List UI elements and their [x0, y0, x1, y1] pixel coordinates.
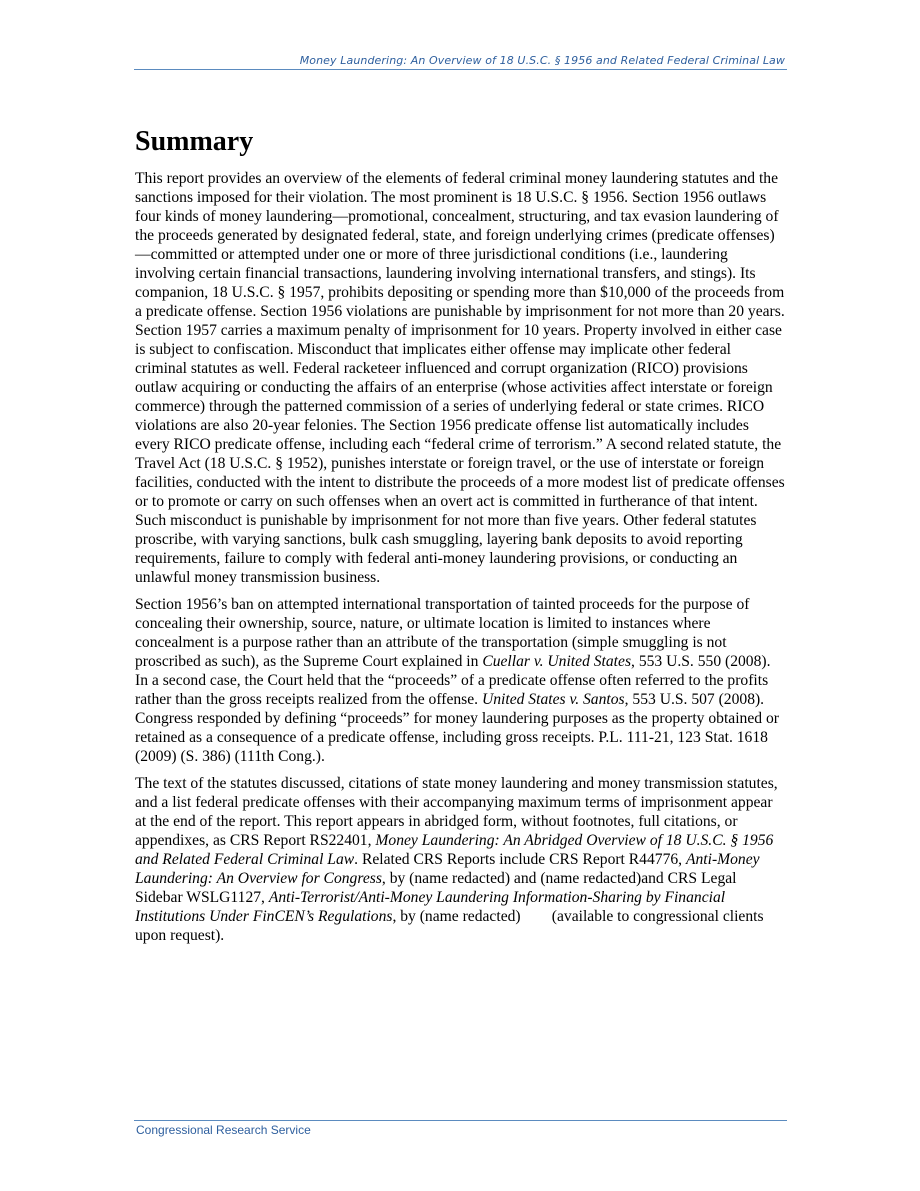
running-header-title: Money Laundering: An Overview of 18 U.S.C. § 1956 and Related Federal Criminal Law	[299, 54, 785, 67]
report-title-rs22401: Money Laundering: An Abridged Overview of 18 U.S.C. § 1956 and Related Federal Criminal Law	[135, 832, 774, 868]
paragraph-3-text-a: The text of the statutes discussed, citations of state money laundering and money transmission statutes, and a list federal predicate offenses with their accompanying maximum terms of imprisonment appear at the end of the report. This report appears in abridged form, without footnotes, full citations, or appendixes, as CRS Report RS22401,	[135, 775, 778, 849]
paragraph-1-text: This report provides an overview of the elements of federal criminal money laundering statutes and the sanctions imposed for their violation. The most prominent is 18 U.S.C. § 1956. Section 1956 outlaws four kinds of money laundering—promotional, concealment, structuring, and tax evasion laundering of the proceeds generated by designated federal, state, and foreign underlying crimes (predicate offenses)—committed or attempted under one or more of three jurisdictional conditions (i.e., laundering involving certain financial transactions, laundering involving international transfers, and stings). Its companion, 18 U.S.C. § 1957, prohibits depositing or spending more than $10,000 of the proceeds from a predicate offense. Section 1956 violations are punishable by imprisonment for not more than 20 years. Section 1957 carries a maximum penalty of imprisonment for 10 years. Property involved in either case is subject to confiscation. Misconduct that implicates either offense may implicate other federal criminal statutes as well. Federal racketeer influenced and corrupt organization (RICO) provisions outlaw acquiring or conducting the affairs of an enterprise (whose activities affect interstate or foreign commerce) through the patterned commission of a series of underlying federal or state crimes. RICO violations are also 20-year felonies. The Section 1956 predicate offense list automatically includes every RICO predicate offense, including each “federal crime of terrorism.” A second related statute, the Travel Act (18 U.S.C. § 1952), punishes interstate or foreign travel, or the use of interstate or foreign facilities, conducted with the intent to distribute the proceeds of a more modest list of predicate offenses or to promote or carry on such offenses when an overt act is committed in furtherance of that intent. Such misconduct is punishable by imprisonment for not more than five years. Other federal statutes proscribe, with varying sanctions, bulk cash smuggling, layering bank deposits to avoid reporting requirements, failure to comply with federal anti-money laundering provisions, or conducting an unlawful money transmission business.	[135, 170, 785, 586]
paragraph-3-text-b: . Related CRS Reports include CRS Report R44776,	[354, 851, 686, 868]
running-header	[134, 53, 787, 70]
page-footer	[134, 1120, 787, 1137]
case-citation-santos: United States v. Santos	[481, 691, 625, 708]
summary-paragraph-1	[135, 169, 785, 587]
summary-paragraph-2	[135, 595, 785, 766]
paragraph-2-text-a: Section 1956’s ban on attempted international transportation of tainted proceeds for the purpose of concealing their ownership, source, nature, or ultimate location is limited to instances where concealment is a purpose rather than an attribute of the transportation (simple smuggling is not proscribed as such), as the Supreme Court explained in	[135, 596, 750, 670]
paragraph-2-text-b: , 553 U.S. 550 (2008). In a second case, the Court held that the “proceeds” of a predicate offense often referred to the profits rather than the gross receipts realized from the offense.	[135, 653, 771, 708]
footer-label: Congressional Research Service	[136, 1123, 311, 1137]
report-title-r44776: Anti-Money Laundering: An Overview for Congress	[135, 851, 760, 887]
paragraph-3-text-d: , by (name redacted) (available to congressional clients upon request).	[135, 908, 768, 944]
paragraph-3-text-c: , by (name redacted) and (name redacted)and CRS Legal Sidebar WSLG1127,	[135, 870, 737, 906]
summary-paragraph-3	[135, 774, 785, 945]
sidebar-title-wslg1127: Anti-Terrorist/Anti-Money Laundering Information-Sharing by Financial Institutions Under FinCEN’s Regulations	[135, 889, 726, 925]
case-citation-cuellar: Cuellar v. United States	[482, 653, 632, 670]
summary-body	[135, 169, 785, 953]
page-title: Summary	[135, 126, 254, 157]
paragraph-2-text-c: , 553 U.S. 507 (2008). Congress responded by defining “proceeds” for money laundering purposes as the property obtained or retained as a consequence of a predicate offense, including gross receipts. P.L. 111-21, 123 Stat. 1618 (2009) (S. 386) (111th Cong.).	[135, 691, 779, 765]
